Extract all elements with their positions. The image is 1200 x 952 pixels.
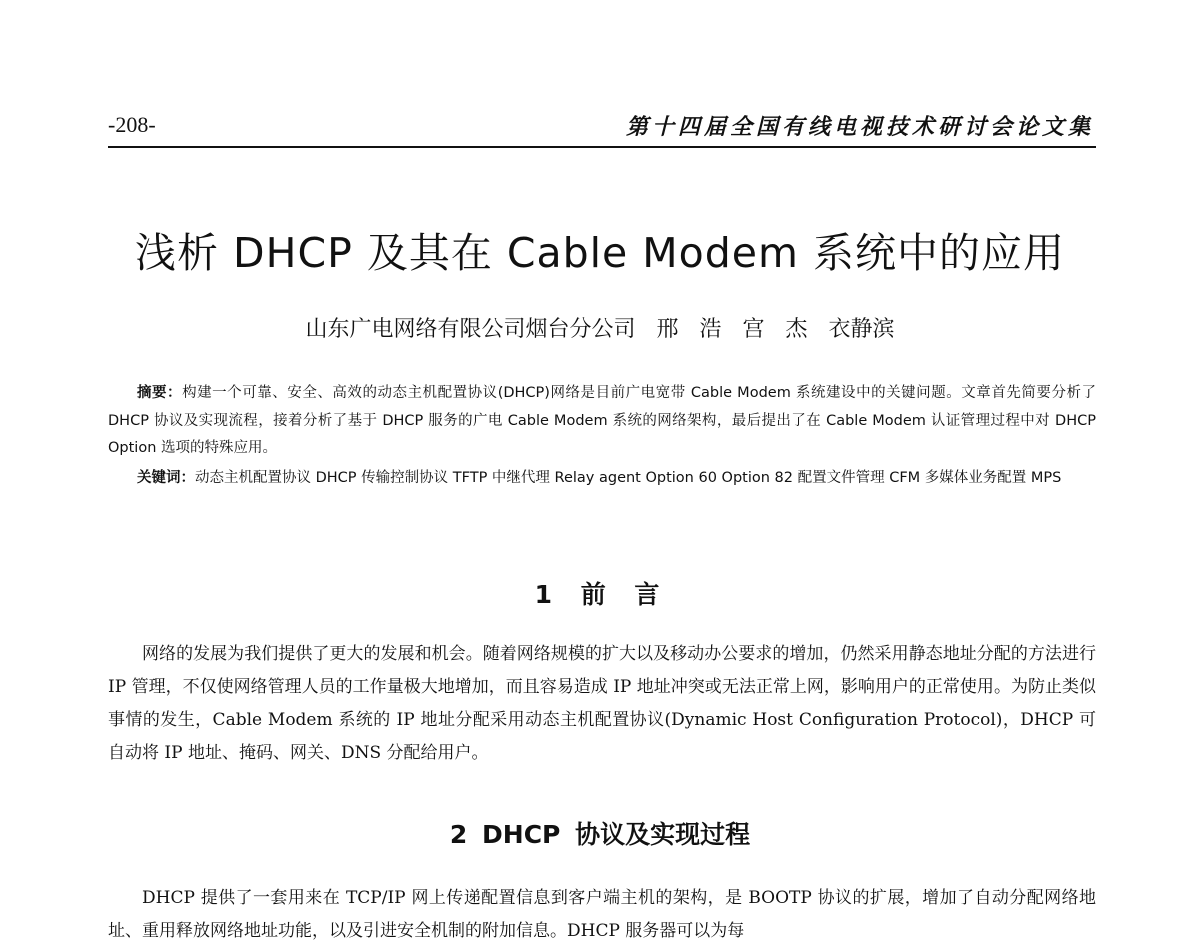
section-body-preface: [108, 638, 1096, 770]
abstract-paragraph: [108, 380, 1096, 463]
abstract-text: 构建一个可靠、安全、高效的动态主机配置协议(DHCP)网络是目前广电宽带 Cable Modem 系统建设中的关键问题。文章首先简要分析了 DHCP 协议及实现流程，接着分析了基于 DHCP 服务的广电 Cable Modem 系统的网络架构，最后提出了在 Cable Modem 认证管理过程中对 DHCP Option 选项的特殊应用。: [108, 385, 1097, 456]
abstract-block: [108, 380, 1096, 492]
page-number: -208-: [108, 112, 156, 137]
section-body-dhcp: [108, 882, 1096, 948]
abstract-label: 摘要：: [137, 385, 183, 401]
author-line: 山东广电网络有限公司烟台分公司 邢 浩 宫 杰 衣静滨: [305, 317, 895, 342]
body-paragraph: 网络的发展为我们提供了更大的发展和机会。随着网络规模的扩大以及移动办公要求的增加，仍然采用静态地址分配的方法进行 IP 管理，不仅使网络管理人员的工作量极大地增加，而且容易造成 IP 地址冲突或无法正常上网，影响用户的正常使用。为防止类似事情的发生，Cable Modem 系统的 IP 地址分配采用动态主机配置协议(Dynamic Host Configuration Protocol)，DHCP 可自动将 IP 地址、掩码、网关、DNS 分配给用户。: [108, 644, 1096, 763]
keywords-text: 动态主机配置协议 DHCP 传输控制协议 TFTP 中继代理 Relay agent Option 60 Option 82 配置文件管理 CFM 多媒体业务配置 MPS: [195, 469, 1062, 486]
running-header: [108, 108, 1096, 148]
section-heading-dhcp: 2 DHCP 协议及实现过程: [449, 820, 751, 849]
journal-title: 第十四届全国有线电视技术研讨会论文集: [625, 114, 1094, 140]
section-heading-preface: 1 前 言: [534, 580, 666, 609]
keywords-label: 关键词：: [137, 469, 195, 486]
keywords-paragraph: [108, 465, 1096, 493]
body-paragraph: DHCP 提供了一套用来在 TCP/IP 网上传递配置信息到客户端主机的架构，是 BOOTP 协议的扩展，增加了自动分配网络地址、重用释放网络地址功能，以及引进安全机制的附加信息。DHCP 服务器可以为每: [108, 888, 1096, 941]
paper-title: 浅析 DHCP 及其在 Cable Modem 系统中的应用: [135, 229, 1065, 277]
